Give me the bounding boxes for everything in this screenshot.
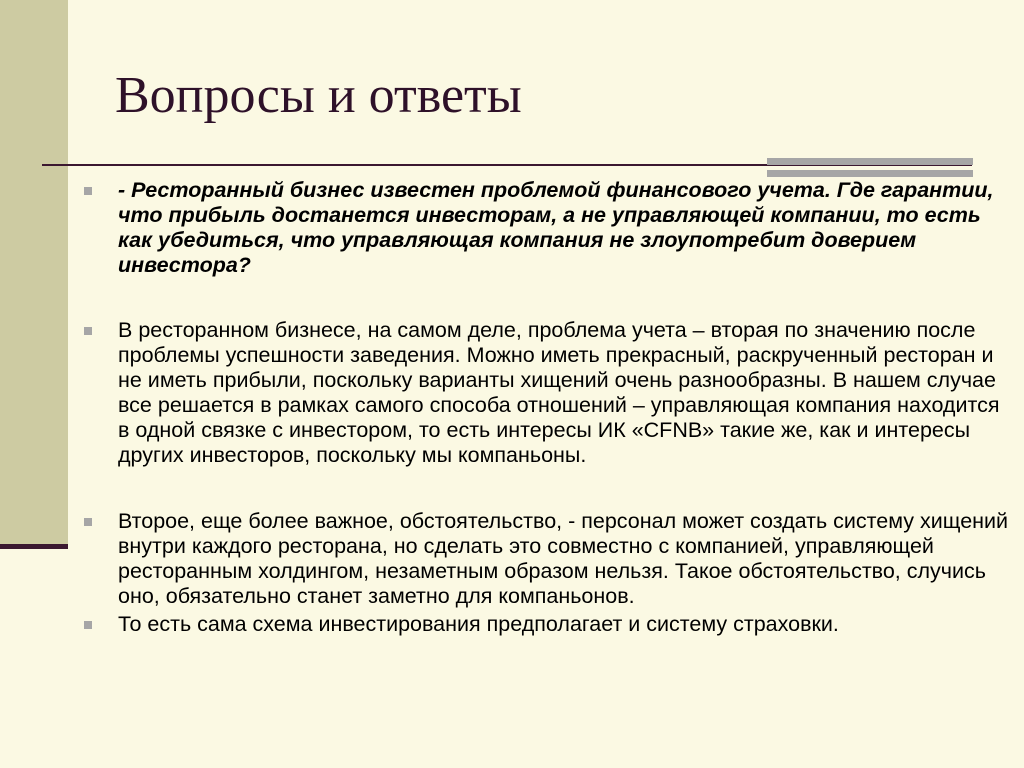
square-bullet-icon <box>84 621 92 629</box>
side-decor-bar <box>0 0 68 545</box>
bullet-item-answer-1 <box>82 318 1012 468</box>
bullet-item-answer-2 <box>82 509 1012 609</box>
side-decor-line <box>0 544 68 549</box>
square-bullet-icon <box>84 327 92 335</box>
bullet-list <box>82 178 1012 637</box>
bullet-item-question <box>82 178 1012 278</box>
title-decor-bars <box>767 158 973 178</box>
square-bullet-icon <box>84 518 92 526</box>
square-bullet-icon <box>84 187 92 195</box>
decor-bar-top <box>767 158 973 165</box>
bullet-text: Второе, еще более важное, обстоятельство, - персонал может создать систему хищений внутри каждого ресторана, но сделать это совместно с компанией, управляющей ресторанным холдингом, незаметным образом нельзя. Такое обстоятельство, случись оно, обязательно станет заметно для компаньонов. <box>118 509 1009 608</box>
slide-title: Вопросы и ответы <box>115 67 522 124</box>
bullet-text: - Ресторанный бизнес известен проблемой финансового учета. Где гарантии, что прибыль достанется инвесторам, а не управляющей компании, то есть как убедиться, что управляющая компания не злоупотребит доверием инвестора? <box>118 178 994 277</box>
bullet-text: В ресторанном бизнесе, на самом деле, проблема учета – вторая по значению после проблемы успешности заведения. Можно иметь прекрасный, раскрученный ресторан и не иметь прибыли, поскольку варианты хищений очень разнообразны. В нашем случае все решается в рамках самого способа отношений – управляющая компания находится в одной связке с инвестором, то есть интересы ИК «CFNB» такие же, как и интересы других инвесторов, поскольку мы компаньоны. <box>118 318 1000 467</box>
bullet-item-conclusion <box>82 612 1012 637</box>
bullet-text: То есть сама схема инвестирования предполагает и систему страховки. <box>118 612 839 636</box>
decor-bar-bottom <box>767 170 973 177</box>
